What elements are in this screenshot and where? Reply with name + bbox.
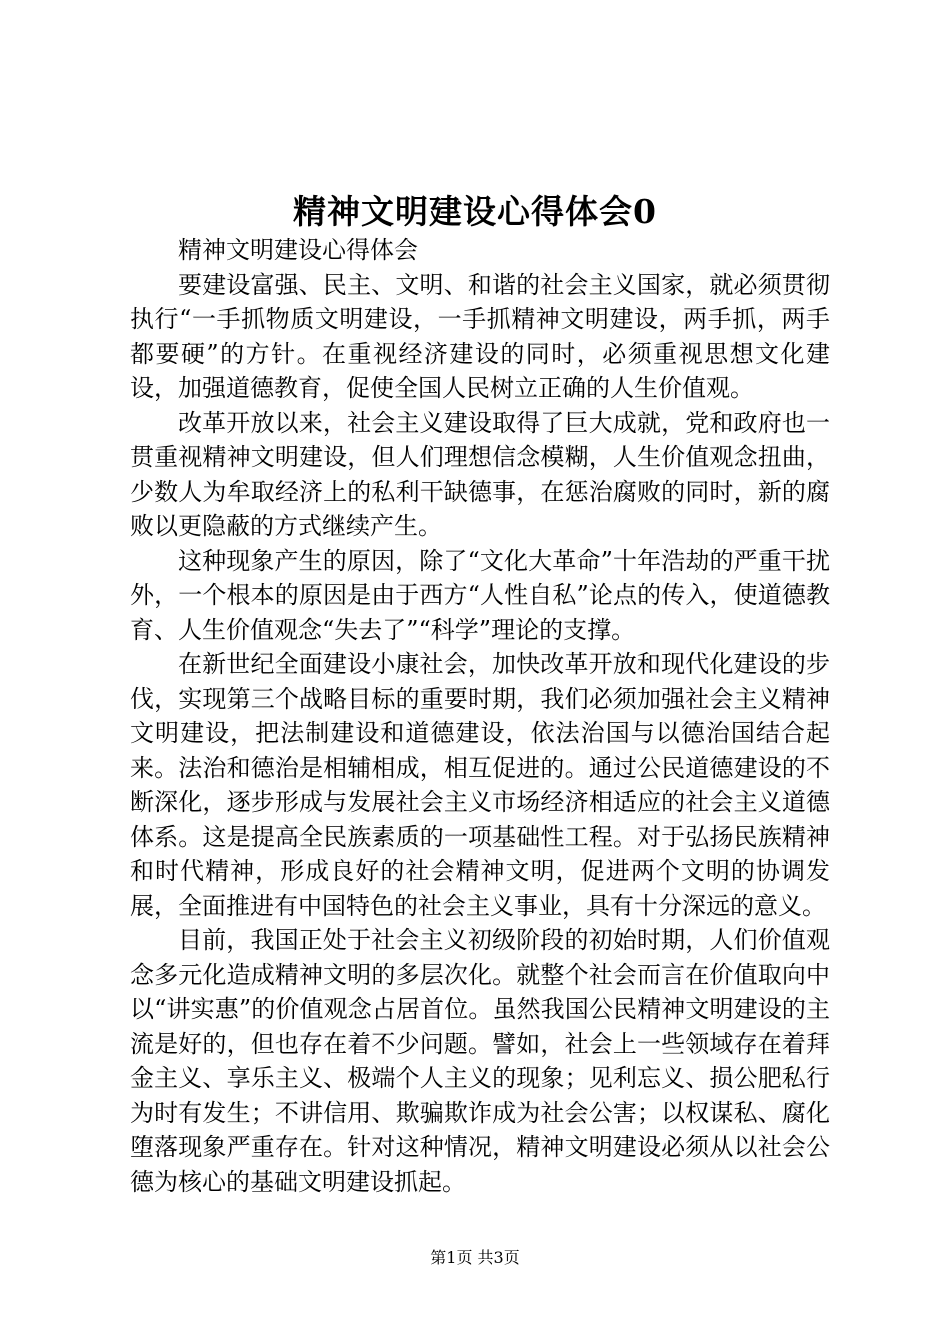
paragraph: 在新世纪全面建设小康社会，加快改革开放和现代化建设的步伐，实现第三个战略目标的重要时期，我们必须加强社会主义精神文明建设，把法制建设和道德建设，依法治国与以德治国结合起来。法治和德治是相辅相成，相互促进的。通过公民道德建设的不断深化，逐步形成与发展社会主义市场经济相适应的社会主义道德体系。这是提高全民族素质的一项基础性工程。对于弘扬民族精神和时代精神，形成良好的社会精神文明，促进两个文明的协调发展，全面推进有中国特色的社会主义事业，具有十分深远的意义。 — [130, 650, 830, 920]
document-title: 精神文明建设心得体会0 — [293, 192, 657, 231]
paragraph: 改革开放以来，社会主义建设取得了巨大成就，党和政府也一贯重视精神文明建设，但人们理想信念模糊，人生价值观念扭曲，少数人为牟取经济上的私利干缺德事，在惩治腐败的同时，新的腐败以更隐蔽的方式继续产生。 — [130, 408, 830, 540]
paragraph: 要建设富强、民主、文明、和谐的社会主义国家，就必须贯彻执行“一手抓物质文明建设，一手抓精神文明建设，两手抓，两手都要硬”的方针。在重视经济建设的同时，必须重视思想文化建设，加强道德教育，促使全国人民树立正确的人生价值观。 — [130, 270, 830, 402]
paragraph-subtitle: 精神文明建设心得体会 — [178, 236, 418, 264]
paragraph: 这种现象产生的原因，除了“文化大革命”十年浩劫的严重干扰外，一个根本的原因是由于西方“人性自私”论点的传入，使道德教育、人生价值观念“失去了”“科学”理论的支撑。 — [130, 546, 830, 644]
document-body — [130, 233, 830, 1199]
paragraph: 目前，我国正处于社会主义初级阶段的初始时期，人们价值观念多元化造成精神文明的多层次化。就整个社会而言在价值取向中以“讲实惠”的价值观念占居首位。虽然我国公民精神文明建设的主流是好的，但也存在着不少问题。譬如，社会上一些领域存在着拜金主义、享乐主义、极端个人主义的现象；见利忘义、损公肥私行为时有发生；不讲信用、欺骗欺诈成为社会公害；以权谋私、腐化堕落现象严重存在。针对这种情况，精神文明建设必须从以社会公德为核心的基础文明建设抓起。 — [130, 926, 830, 1196]
page-footer: 第1页 共3页 — [430, 1248, 520, 1267]
